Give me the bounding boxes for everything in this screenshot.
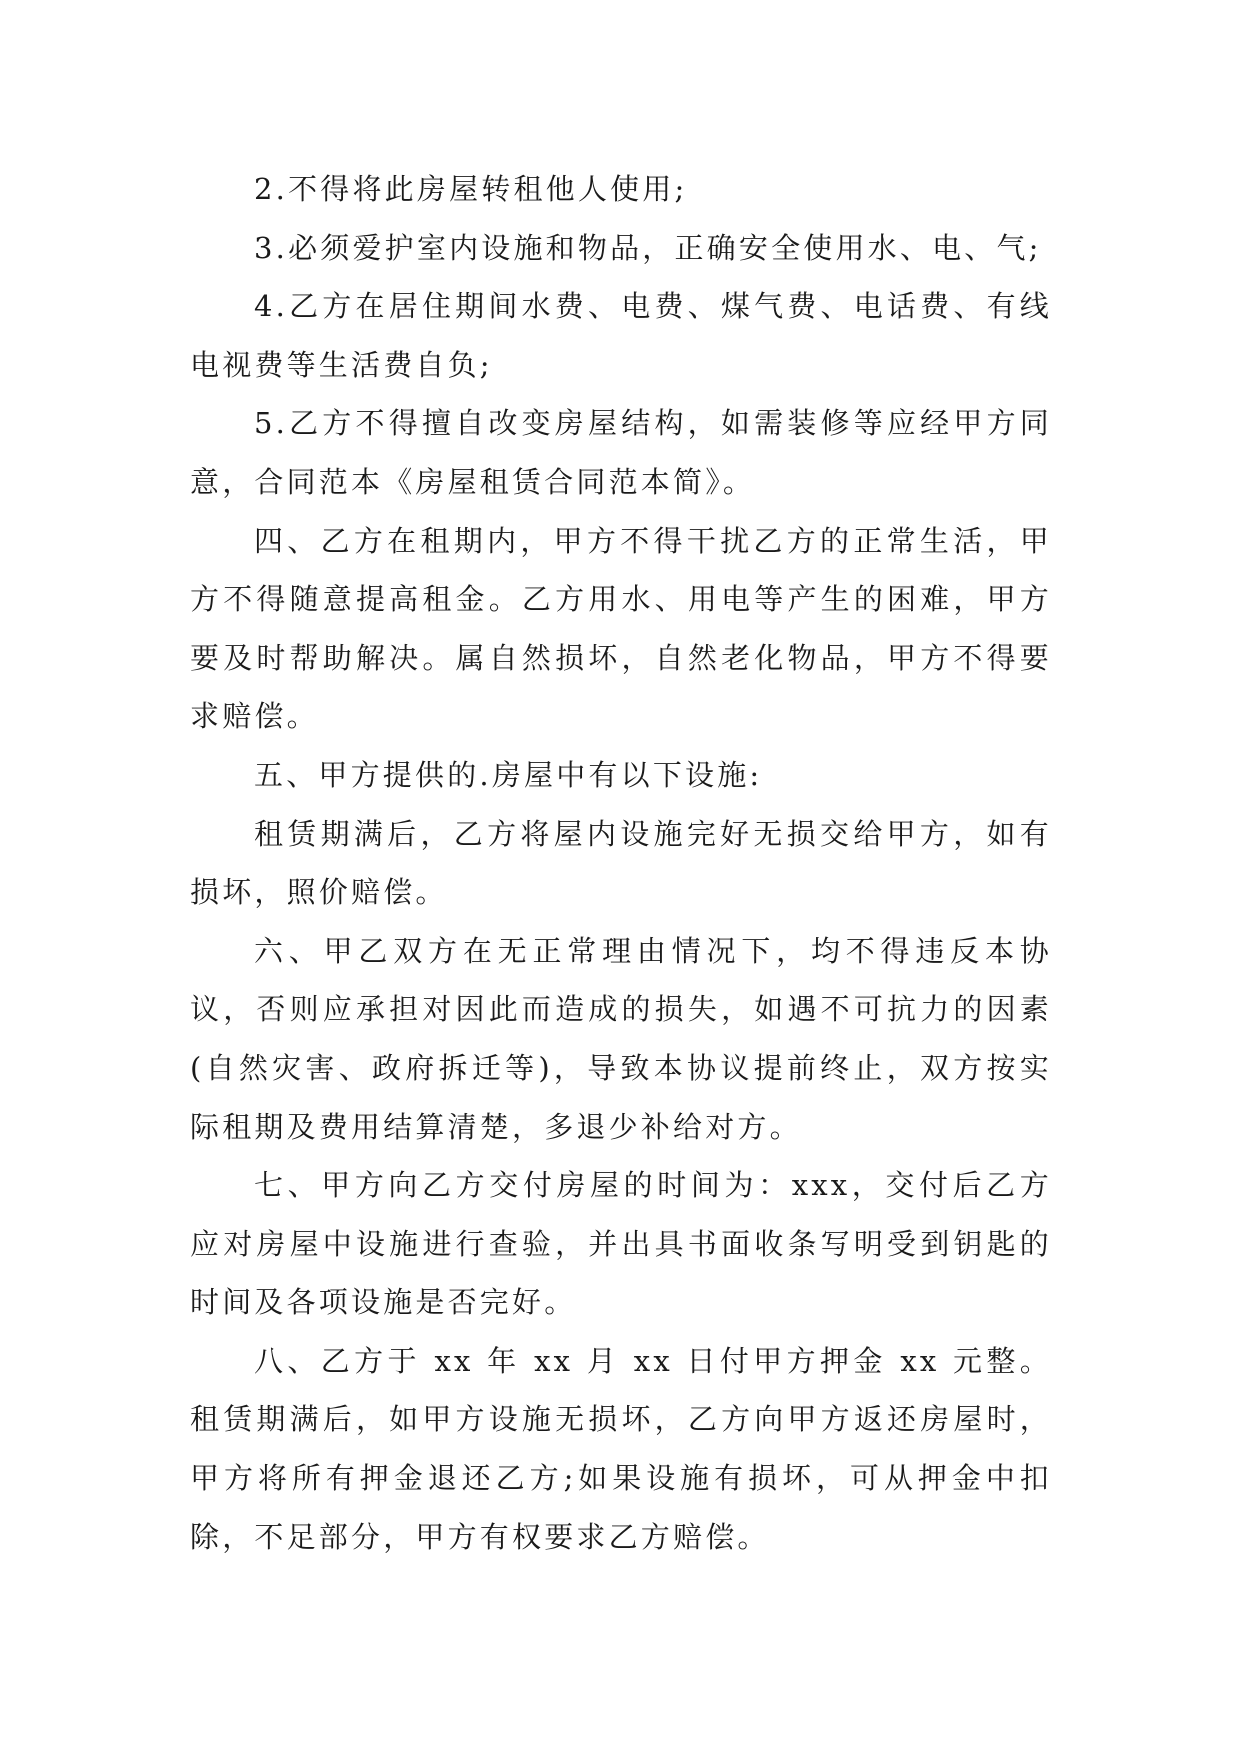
paragraph-clause-5: 5.乙方不得擅自改变房屋结构，如需装修等应经甲方同意，合同范本《房屋租赁合同范本简》。 bbox=[190, 406, 1052, 499]
paragraph-section-6: 六、甲乙双方在无正常理由情况下，均不得违反本协议，否则应承担对因此而造成的损失，如遇不可抗力的因素(自然灾害、政府拆迁等)，导致本协议提前终止，双方按实际租期及费用结算清楚，多退少补给对方。 bbox=[190, 933, 1052, 1144]
document-body bbox=[190, 160, 1052, 1566]
paragraph-section-4: 四、乙方在租期内，甲方不得干扰乙方的正常生活，甲方不得随意提高租金。乙方用水、用电等产生的困难，甲方要及时帮助解决。属自然损坏，自然老化物品，甲方不得要求赔偿。 bbox=[190, 523, 1052, 734]
paragraph-section-5: 五、甲方提供的.房屋中有以下设施: bbox=[254, 757, 763, 792]
paragraph-clause-3: 3.必须爱护室内设施和物品，正确安全使用水、电、气; bbox=[254, 230, 1042, 265]
paragraph-section-8: 八、乙方于 xx 年 xx 月 xx 日付甲方押金 xx 元整。租赁期满后，如甲方设施无损坏，乙方向甲方返还房屋时，甲方将所有押金退还乙方;如果设施有损坏，可从押金中扣除，不足部分，甲方有权要求乙方赔偿。 bbox=[190, 1343, 1052, 1554]
paragraph-section-5-detail: 租赁期满后，乙方将屋内设施完好无损交给甲方，如有损坏，照价赔偿。 bbox=[190, 816, 1052, 910]
paragraph-clause-4: 4.乙方在居住期间水费、电费、煤气费、电话费、有线电视费等生活费自负; bbox=[190, 289, 1052, 382]
paragraph-section-7: 七、甲方向乙方交付房屋的时间为：xxx，交付后乙方应对房屋中设施进行查验，并出具书面收条写明受到钥匙的时间及各项设施是否完好。 bbox=[190, 1168, 1052, 1320]
paragraph-clause-2: 2.不得将此房屋转租他人使用; bbox=[254, 172, 688, 206]
